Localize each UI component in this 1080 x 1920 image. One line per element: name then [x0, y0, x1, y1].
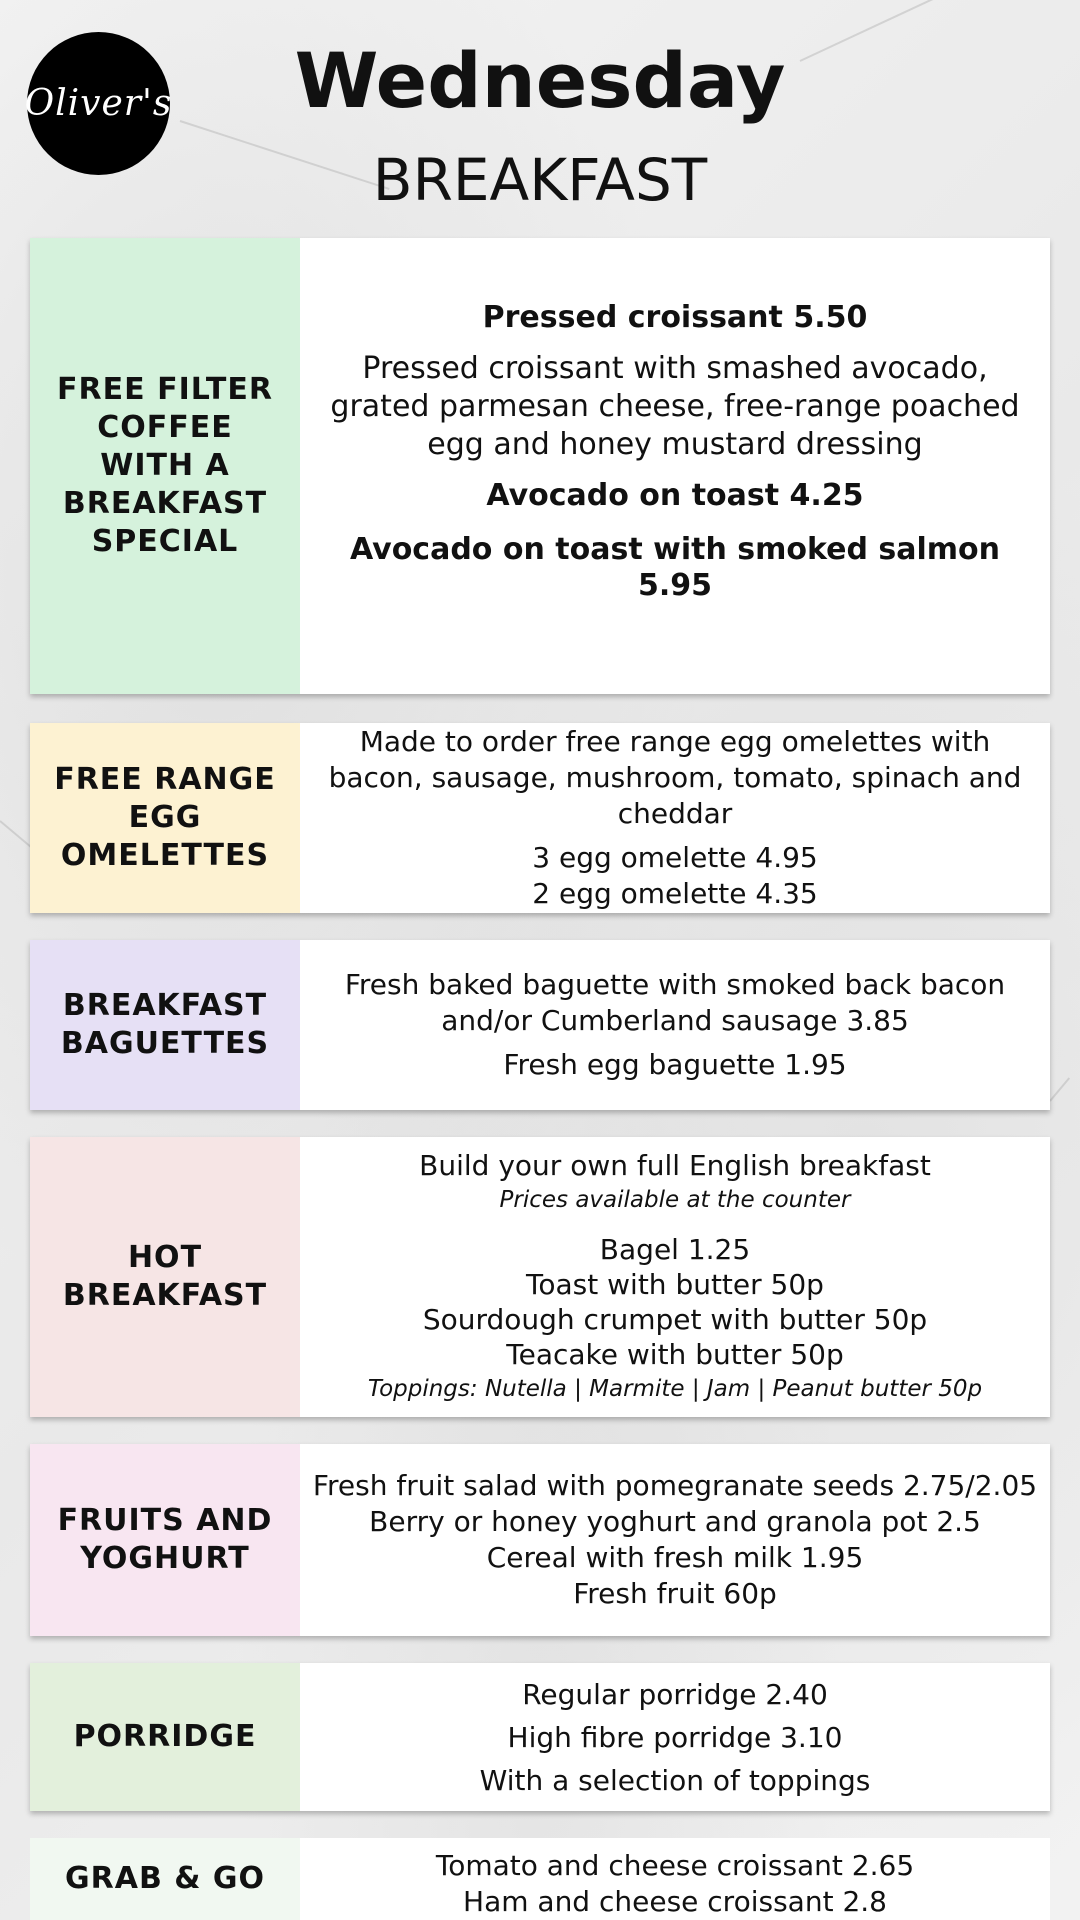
logo-text: Oliver's — [24, 83, 173, 124]
marble-vein — [0, 820, 31, 847]
menu-item: Fresh fruit salad with pomegranate seeds 2.75/2.05 — [312, 1469, 1038, 1502]
items-panel — [300, 723, 1050, 913]
category-label: BREAKFAST BAGUETTES — [60, 988, 270, 1061]
page-title-day: Wednesday — [294, 36, 786, 125]
menu-section-baguettes — [30, 940, 1050, 1110]
price-note: Prices available at the counter — [499, 1186, 851, 1213]
menu-section-porridge — [30, 1663, 1050, 1811]
items-panel — [300, 238, 1050, 694]
category-panel — [30, 238, 300, 694]
menu-section-breakfast-special — [30, 238, 1050, 694]
menu-item: Pressed croissant 5.50 — [482, 300, 868, 335]
items-panel — [300, 1838, 1050, 1920]
category-label: FREE FILTER COFFEE WITH A BREAKFAST SPECIAL — [57, 372, 273, 559]
category-panel — [30, 1444, 300, 1636]
menu-item: Toast with butter 50p — [526, 1267, 824, 1301]
menu-item: Sourdough crumpet with butter 50p — [422, 1302, 928, 1336]
menu-item: Fresh egg baguette 1.95 — [503, 1048, 847, 1081]
menu-item: With a selection of toppings — [479, 1763, 871, 1797]
menu-section-omelettes — [30, 723, 1050, 913]
category-label: HOT BREAKFAST — [62, 1240, 268, 1313]
menu-item: Ham and cheese croissant 2.8 — [463, 1885, 887, 1918]
menu-section-grab-go — [30, 1838, 1050, 1920]
menu-item-description: Pressed croissant with smashed avocado, grated parmesan cheese, free-range poached egg and honey mustard dressing — [330, 351, 1020, 462]
menu-item: Berry or honey yoghurt and granola pot 2.5 — [369, 1505, 981, 1538]
menu-item: 2 egg omelette 4.35 — [532, 877, 818, 910]
menu-item: Avocado on toast 4.25 — [486, 478, 864, 513]
menu-item-description: Made to order free range egg omelettes with bacon, sausage, mushroom, tomato, spinach and cheddar — [328, 725, 1022, 830]
items-panel — [300, 1137, 1050, 1417]
page-subtitle-meal: BREAKFAST — [372, 146, 708, 214]
items-panel — [300, 1663, 1050, 1811]
menu-item: Tomato and cheese croissant 2.65 — [435, 1849, 915, 1882]
menu-section-fruits-yoghurt — [30, 1444, 1050, 1636]
category-panel — [30, 723, 300, 913]
menu-item: Bagel 1.25 — [599, 1232, 751, 1266]
category-label: FREE RANGE EGG OMELETTES — [54, 762, 276, 873]
category-label: GRAB & GO — [65, 1861, 265, 1896]
items-panel — [300, 1444, 1050, 1636]
category-label: FRUITS AND YOGHURT — [57, 1503, 273, 1576]
toppings-note: Toppings: Nutella | Marmite | Jam | Peanut butter 50p — [367, 1375, 983, 1402]
menu-item: Cereal with fresh milk 1.95 — [486, 1541, 864, 1574]
menu-item: Avocado on toast with smoked salmon 5.95 — [349, 532, 1000, 603]
menu-item: Regular porridge 2.40 — [522, 1677, 828, 1711]
menu-item: Build your own full English breakfast — [419, 1148, 931, 1182]
menu-item: Teacake with butter 50p — [506, 1337, 844, 1371]
category-label: PORRIDGE — [73, 1719, 257, 1754]
category-panel — [30, 940, 300, 1110]
category-panel — [30, 1663, 300, 1811]
marble-vein — [1049, 1077, 1070, 1101]
menu-item: Fresh fruit 60p — [573, 1577, 777, 1610]
menu-section-hot-breakfast — [30, 1137, 1050, 1417]
menu-item: 3 egg omelette 4.95 — [532, 841, 818, 874]
category-panel — [30, 1838, 300, 1920]
category-panel — [30, 1137, 300, 1417]
menu-item: High fibre porridge 3.10 — [507, 1720, 843, 1754]
menu-item: Fresh baked baguette with smoked back bacon and/or Cumberland sausage 3.85 — [344, 968, 1006, 1037]
items-panel — [300, 940, 1050, 1110]
